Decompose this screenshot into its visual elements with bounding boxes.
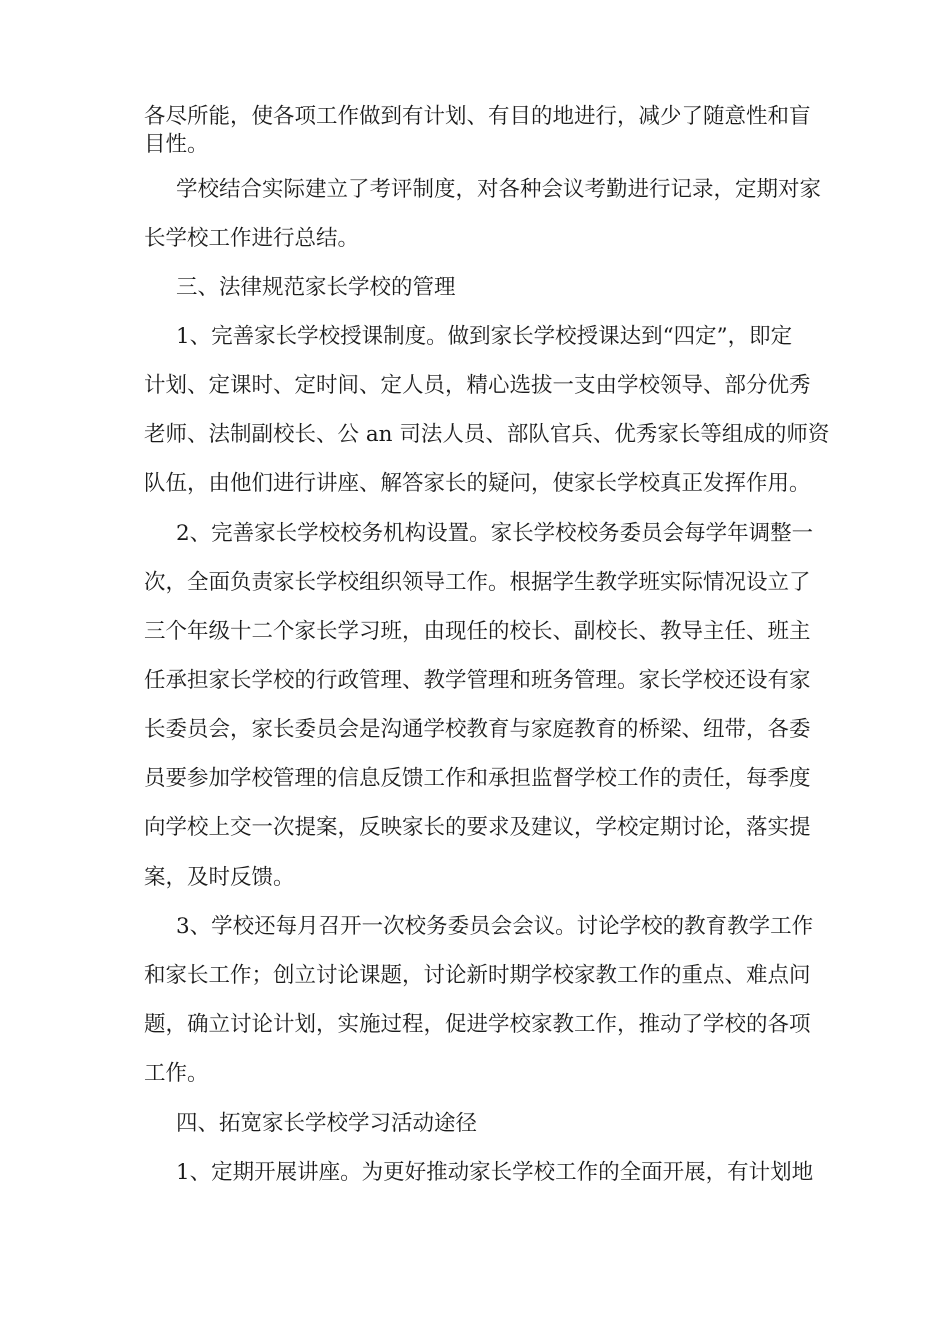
paragraph-first-line: 1、定期开展讲座。为更好推动家长学校工作的全面开展，有计划地 <box>176 1160 814 1185</box>
body-text-line: 员要参加学校管理的信息反馈工作和承担监督学校工作的责任，每季度 <box>144 766 811 791</box>
body-text-line: 队伍，由他们进行讲座、解答家长的疑问，使家长学校真正发挥作用。 <box>144 471 811 496</box>
body-text-line: 老师、法制副校长、公 an 司法人员、部队官兵、优秀家长等组成的师资 <box>144 422 830 447</box>
body-text-line: 题，确立讨论计划，实施过程，促进学校家教工作，推动了学校的各项 <box>144 1012 811 1037</box>
paragraph-first-line: 3、学校还每月召开一次校务委员会会议。讨论学校的教育教学工作 <box>176 914 814 939</box>
body-text-line: 各尽所能，使各项工作做到有计划、有目的地进行，减少了随意性和盲 <box>144 104 811 129</box>
section-heading: 四、拓宽家长学校学习活动途径 <box>176 1111 478 1136</box>
paragraph-first-line: 学校结合实际建立了考评制度，对各种会议考勤进行记录，定期对家 <box>176 177 822 202</box>
body-text-line: 目性。 <box>144 132 209 157</box>
body-text-line: 案，及时反馈。 <box>144 865 295 890</box>
body-text-line: 工作。 <box>144 1061 209 1086</box>
body-text-line: 三个年级十二个家长学习班，由现任的校长、副校长、教导主任、班主 <box>144 619 811 644</box>
body-text-line: 向学校上交一次提案，反映家长的要求及建议，学校定期讨论，落实提 <box>144 815 811 840</box>
body-text-line: 长委员会，家长委员会是沟通学校教育与家庭教育的桥梁、纽带，各委 <box>144 717 811 742</box>
body-text-line: 计划、定课时、定时间、定人员，精心选拔一支由学校领导、部分优秀 <box>144 373 811 398</box>
body-text-line: 任承担家长学校的行政管理、教学管理和班务管理。家长学校还设有家 <box>144 668 811 693</box>
body-text-line: 和家长工作；创立讨论课题，讨论新时期学校家教工作的重点、难点问 <box>144 963 811 988</box>
paragraph-first-line: 2、完善家长学校校务机构设置。家长学校校务委员会每学年调整一 <box>176 521 814 546</box>
body-text-line: 长学校工作进行总结。 <box>144 226 360 251</box>
paragraph-first-line: 1、完善家长学校授课制度。做到家长学校授课达到“四定”，即定 <box>176 324 793 349</box>
section-heading: 三、法律规范家长学校的管理 <box>176 275 456 300</box>
body-text-line: 次，全面负责家长学校组织领导工作。根据学生教学班实际情况设立了 <box>144 570 811 595</box>
